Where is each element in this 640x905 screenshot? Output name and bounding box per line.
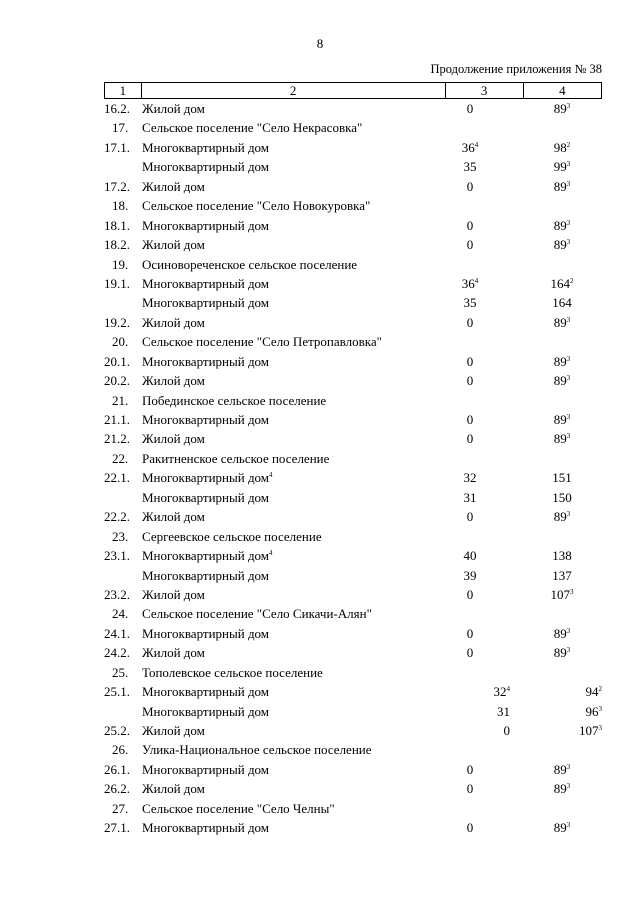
col3-cell [430, 293, 510, 312]
row-label-text: Сельское поселение "Село Новокуровка" [142, 198, 371, 214]
row-label-text: Жилой дом [142, 373, 205, 389]
col4-cell [522, 488, 602, 507]
section-title [142, 527, 322, 546]
row-number: 21.1. [104, 412, 130, 427]
footnote-ref: 3 [566, 160, 571, 169]
row-label [142, 507, 205, 526]
col4-cell [522, 274, 602, 293]
row-label-text: Сельское поселение "Село Сикачи-Алян" [142, 606, 372, 622]
row-label [142, 682, 269, 701]
row-label-text: Жилой дом [142, 431, 205, 447]
col3-cell-value: 0 [503, 723, 510, 738]
col4-cell-value: 89 [553, 412, 567, 427]
row-label [142, 643, 205, 662]
col3-cell-value: 0 [466, 645, 474, 661]
col4-cell-value: 138 [552, 548, 572, 564]
col4-cell [522, 371, 602, 390]
row-label-text: Осиновореченское сельское поселение [142, 256, 358, 272]
col4-cell-value: 107 [550, 586, 570, 602]
table-row [104, 313, 602, 332]
footnote-ref: 3 [566, 179, 571, 188]
row-number: 27.1. [104, 820, 130, 836]
row-label-text: Сергеевское сельское поселение [142, 528, 322, 544]
col4-cell [522, 313, 602, 332]
col3-cell [430, 566, 510, 585]
row-label-text: Сельское поселение "Село Петропавловка" [142, 334, 382, 350]
col3-cell-value: 0 [466, 373, 474, 389]
col3-cell-value: 39 [463, 567, 477, 583]
section-row [104, 118, 602, 137]
col3-cell-value: 0 [466, 761, 474, 777]
row-number: 19. [112, 256, 129, 272]
row-number: 17.1. [104, 139, 130, 155]
col4-cell-value: 89 [553, 178, 567, 194]
footnote-ref: 3 [566, 354, 571, 363]
col3-cell [430, 177, 510, 196]
col4-cell [522, 157, 602, 176]
row-label-text: Многоквартирный дом [142, 353, 270, 369]
col3-cell-value: 0 [466, 353, 474, 369]
col4-cell [522, 216, 602, 235]
section-row [104, 663, 602, 682]
col3-cell-value: 0 [466, 509, 474, 525]
row-number: 21.2. [104, 431, 130, 447]
footnote-ref: 4 [474, 140, 479, 149]
footnote-ref: 3 [566, 238, 571, 247]
table-row [104, 157, 602, 176]
row-number: 20.1. [104, 353, 130, 369]
row-label-text: Жилой дом [142, 314, 205, 330]
section-title [142, 255, 357, 274]
row-label-text: Многоквартирный дом [142, 412, 270, 427]
table-row [104, 371, 602, 390]
col4-cell [522, 507, 602, 526]
section-row [104, 527, 602, 546]
col4-cell-value: 98 [553, 139, 567, 155]
row-label-text: Многоквартирный дом [142, 548, 270, 564]
row-label-text: Жилой дом [142, 645, 205, 661]
footnote-ref: 4 [269, 471, 273, 480]
table-row [104, 410, 602, 429]
footnote-ref: 3 [566, 432, 571, 441]
row-label [142, 293, 269, 312]
row-number: 18.2. [104, 237, 130, 253]
col3-cell-value: 0 [466, 625, 474, 641]
col3-cell-value: 0 [466, 586, 474, 602]
footnote-ref: 3 [566, 315, 571, 324]
table-row [104, 507, 602, 526]
col4-cell-value: 164 [552, 295, 572, 311]
row-label [142, 488, 269, 507]
col3-cell [430, 682, 510, 701]
table-row [104, 546, 602, 565]
row-label [142, 429, 205, 448]
row-label [142, 721, 205, 740]
col4-cell [522, 682, 602, 701]
col4-cell [522, 352, 602, 371]
col3-cell [430, 643, 510, 662]
row-label [142, 235, 205, 254]
table-row [104, 643, 602, 662]
row-label-text: Многоквартирный дом [142, 489, 270, 505]
col3-cell [430, 371, 510, 390]
table-row [104, 274, 602, 293]
col4-cell-value: 150 [552, 489, 572, 505]
footnote-ref: 2 [566, 140, 571, 149]
row-label-text: Тополевское сельское поселение [142, 664, 323, 680]
row-label-text: Жилой дом [142, 723, 205, 738]
col3-cell [430, 235, 510, 254]
row-label-text: Многоквартирный дом [142, 217, 270, 233]
col4-cell-value: 89 [553, 761, 567, 777]
col4-cell-value: 94 [585, 684, 599, 700]
col3-cell [430, 818, 510, 837]
col3-cell-value: 0 [466, 237, 474, 253]
col4-cell [522, 721, 602, 740]
col4-cell [522, 235, 602, 254]
row-label-text: Многоквартирный дом [142, 820, 270, 836]
row-label [142, 138, 269, 157]
col3-cell [430, 468, 510, 487]
row-number: 17.2. [104, 178, 130, 194]
table-row [104, 682, 602, 701]
row-label [142, 624, 269, 643]
col4-cell-value: 151 [552, 470, 572, 486]
table-row [104, 721, 602, 740]
col4-cell-value: 89 [553, 781, 567, 797]
header-col-2: 2 [141, 83, 445, 98]
header-col-1: 1 [119, 83, 127, 98]
col4-cell [522, 818, 602, 837]
col3-cell-value: 0 [466, 217, 474, 233]
col3-cell-value: 0 [466, 101, 474, 116]
footnote-ref: 3 [566, 762, 571, 771]
table-row [104, 235, 602, 254]
col4-cell-value: 107 [579, 723, 599, 738]
section-row [104, 391, 602, 410]
table-body [104, 99, 602, 838]
footnote-ref: 3 [566, 782, 571, 791]
row-label-text: Жилой дом [142, 781, 205, 797]
row-label-text: Жилой дом [142, 509, 205, 525]
row-label [142, 818, 269, 837]
col3-cell-value: 0 [466, 431, 474, 447]
footnote-ref: 4 [506, 685, 510, 694]
col3-cell [430, 216, 510, 235]
col3-cell-value: 0 [466, 314, 474, 330]
section-title [142, 799, 335, 818]
row-label [142, 99, 205, 118]
row-number: 19.1. [104, 275, 130, 291]
row-number: 17. [112, 120, 129, 136]
section-row [104, 799, 602, 818]
row-label [142, 410, 269, 429]
col4-cell [522, 468, 602, 487]
col4-cell-value: 99 [553, 159, 567, 175]
row-label [142, 352, 269, 371]
section-title [142, 604, 372, 623]
col3-cell [430, 138, 510, 157]
col3-cell [430, 721, 510, 740]
row-number: 21. [112, 392, 129, 408]
row-label-text: Многоквартирный дом [142, 684, 270, 700]
footnote-ref: 3 [566, 510, 571, 519]
col3-cell-value: 36 [461, 139, 475, 155]
row-label-text: Жилой дом [142, 178, 205, 194]
row-label-text: Побединское сельское поселение [142, 392, 327, 408]
col4-cell [522, 429, 602, 448]
section-title [142, 332, 382, 351]
table-row [104, 293, 602, 312]
col4-cell-value: 89 [553, 314, 567, 330]
col4-cell [522, 99, 602, 118]
row-number: 18. [112, 198, 129, 214]
row-label-text: Многоквартирный дом [142, 625, 270, 641]
col4-cell-value: 89 [553, 101, 567, 116]
row-label [142, 216, 269, 235]
row-number: 25.2. [104, 723, 130, 738]
row-label [142, 585, 205, 604]
row-label [142, 779, 205, 798]
row-number: 27. [112, 800, 129, 816]
row-label [142, 546, 273, 565]
footnote-ref: 3 [598, 704, 602, 713]
col4-cell [522, 760, 602, 779]
footnote-ref: 4 [269, 549, 273, 558]
table-row [104, 760, 602, 779]
row-label-text: Многоквартирный дом [142, 159, 270, 175]
col4-cell-value: 89 [553, 373, 567, 389]
col3-cell [430, 760, 510, 779]
row-number: 16.2. [104, 101, 130, 116]
footnote-ref: 4 [474, 276, 479, 285]
table-row [104, 702, 602, 721]
footnote-ref: 3 [566, 626, 571, 635]
appendix-caption: Продолжение приложения № 38 [430, 62, 602, 76]
row-number: 24.2. [104, 645, 130, 661]
col3-cell [430, 157, 510, 176]
section-title [142, 118, 362, 137]
col4-cell [522, 566, 602, 585]
row-number: 25.1. [104, 684, 130, 700]
col4-cell [522, 293, 602, 312]
footnote-ref: 3 [566, 102, 571, 110]
col4-cell-value: 89 [553, 509, 567, 525]
footnote-ref: 3 [566, 646, 571, 655]
col3-cell [430, 99, 510, 118]
row-label-text: Улика-Национальное сельское поселение [142, 742, 372, 758]
row-number: 18.1. [104, 217, 130, 233]
page-number: 8 [316, 36, 324, 51]
row-label [142, 371, 205, 390]
col3-cell [430, 779, 510, 798]
col3-cell [430, 429, 510, 448]
row-label-text: Многоквартирный дом [142, 139, 270, 155]
table-row [104, 99, 602, 118]
row-number: 25. [112, 664, 129, 680]
row-label-text: Ракитненское сельское поселение [142, 450, 330, 466]
col3-cell-value: 32 [463, 470, 477, 486]
table-row [104, 585, 602, 604]
row-number: 19.2. [104, 314, 130, 330]
col4-cell [522, 546, 602, 565]
footnote-ref: 3 [566, 374, 571, 383]
section-row [104, 255, 602, 274]
col4-cell [522, 177, 602, 196]
row-label [142, 468, 273, 487]
row-number: 23.2. [104, 586, 130, 602]
row-label-text: Многоквартирный дом [142, 275, 270, 291]
col3-cell-value: 40 [463, 548, 477, 564]
row-label-text: Жилой дом [142, 237, 205, 253]
col4-cell-value: 89 [553, 431, 567, 447]
col4-cell-value: 164 [550, 275, 570, 291]
col3-cell [430, 507, 510, 526]
header-col-3: 3 [445, 83, 523, 98]
table-row [104, 468, 602, 487]
col3-cell [430, 352, 510, 371]
row-label [142, 760, 269, 779]
row-number: 24.1. [104, 625, 130, 641]
col3-cell-value: 36 [461, 275, 475, 291]
row-number: 23. [112, 528, 129, 544]
row-label [142, 157, 269, 176]
row-label-text: Жилой дом [142, 586, 205, 602]
row-number: 26. [112, 742, 129, 758]
table-row [104, 352, 602, 371]
table-row [104, 488, 602, 507]
col3-cell-value: 0 [466, 178, 474, 194]
row-number: 24. [112, 606, 129, 622]
col4-cell-value: 89 [553, 820, 567, 836]
header-col-4: 4 [523, 83, 601, 98]
footnote-ref: 3 [566, 821, 571, 830]
section-title [142, 449, 329, 468]
section-title [142, 740, 372, 759]
footnote-ref: 3 [566, 218, 571, 227]
col4-cell-value: 96 [585, 703, 599, 719]
col3-cell-value: 0 [466, 781, 474, 797]
col3-cell [430, 274, 510, 293]
footnote-ref: 3 [570, 587, 574, 596]
col4-cell-value: 89 [553, 645, 567, 661]
col4-cell [522, 624, 602, 643]
col3-cell [430, 624, 510, 643]
row-label-text: Многоквартирный дом [142, 703, 270, 719]
table-row [104, 818, 602, 837]
footnote-ref: 3 [598, 724, 602, 732]
footnote-ref: 3 [566, 413, 571, 421]
row-label [142, 702, 269, 721]
col4-cell-value: 89 [553, 217, 567, 233]
row-label [142, 274, 269, 293]
col3-cell [430, 702, 510, 721]
col4-cell [522, 779, 602, 798]
row-number: 20.2. [104, 373, 130, 389]
row-number: 20. [112, 334, 129, 350]
section-row [104, 604, 602, 623]
col3-cell-value: 0 [466, 412, 474, 427]
col3-cell-value: 31 [497, 703, 510, 719]
row-number: 26.2. [104, 781, 130, 797]
col3-cell [430, 488, 510, 507]
row-label-text: Жилой дом [142, 101, 205, 116]
col4-cell [522, 702, 602, 721]
row-label-text: Многоквартирный дом [142, 567, 270, 583]
section-row [104, 449, 602, 468]
col4-cell [522, 410, 602, 429]
row-label-text: Многоквартирный дом [142, 470, 270, 486]
col3-cell [430, 313, 510, 332]
row-label-text: Сельское поселение "Село Некрасовка" [142, 120, 363, 136]
col3-cell [430, 585, 510, 604]
row-number: 26.1. [104, 761, 130, 777]
row-number: 22.1. [104, 470, 130, 486]
col4-cell [522, 585, 602, 604]
data-table [104, 82, 602, 838]
table-row [104, 566, 602, 585]
col3-cell-value: 31 [463, 489, 477, 505]
row-number: 22.2. [104, 509, 130, 525]
table-row [104, 779, 602, 798]
col4-cell-value: 89 [553, 237, 567, 253]
table-header [104, 82, 602, 99]
section-row [104, 740, 602, 759]
footnote-ref: 2 [570, 276, 574, 285]
col3-cell-value: 32 [493, 684, 507, 700]
footnote-ref: 2 [598, 685, 602, 694]
row-label [142, 313, 205, 332]
col4-cell-value: 89 [553, 625, 567, 641]
table-row [104, 624, 602, 643]
col4-cell-value: 89 [553, 353, 567, 369]
row-label [142, 566, 269, 585]
row-number: 22. [112, 450, 129, 466]
row-number: 23.1. [104, 548, 130, 564]
col4-cell [522, 643, 602, 662]
section-title [142, 196, 370, 215]
row-label-text: Многоквартирный дом [142, 295, 270, 311]
col3-cell [430, 546, 510, 565]
section-row [104, 332, 602, 351]
table-row [104, 177, 602, 196]
row-label [142, 177, 205, 196]
table-row [104, 429, 602, 448]
col3-cell-value: 0 [466, 820, 474, 836]
table-row [104, 138, 602, 157]
col3-cell-value: 35 [463, 159, 477, 175]
col3-cell [430, 410, 510, 429]
row-label-text: Сельское поселение "Село Челны" [142, 800, 335, 816]
section-title [142, 391, 326, 410]
section-title [142, 663, 323, 682]
col4-cell [522, 138, 602, 157]
col4-cell-value: 137 [552, 567, 572, 583]
col3-cell-value: 35 [463, 295, 477, 311]
row-label-text: Многоквартирный дом [142, 761, 270, 777]
section-row [104, 196, 602, 215]
table-row [104, 216, 602, 235]
